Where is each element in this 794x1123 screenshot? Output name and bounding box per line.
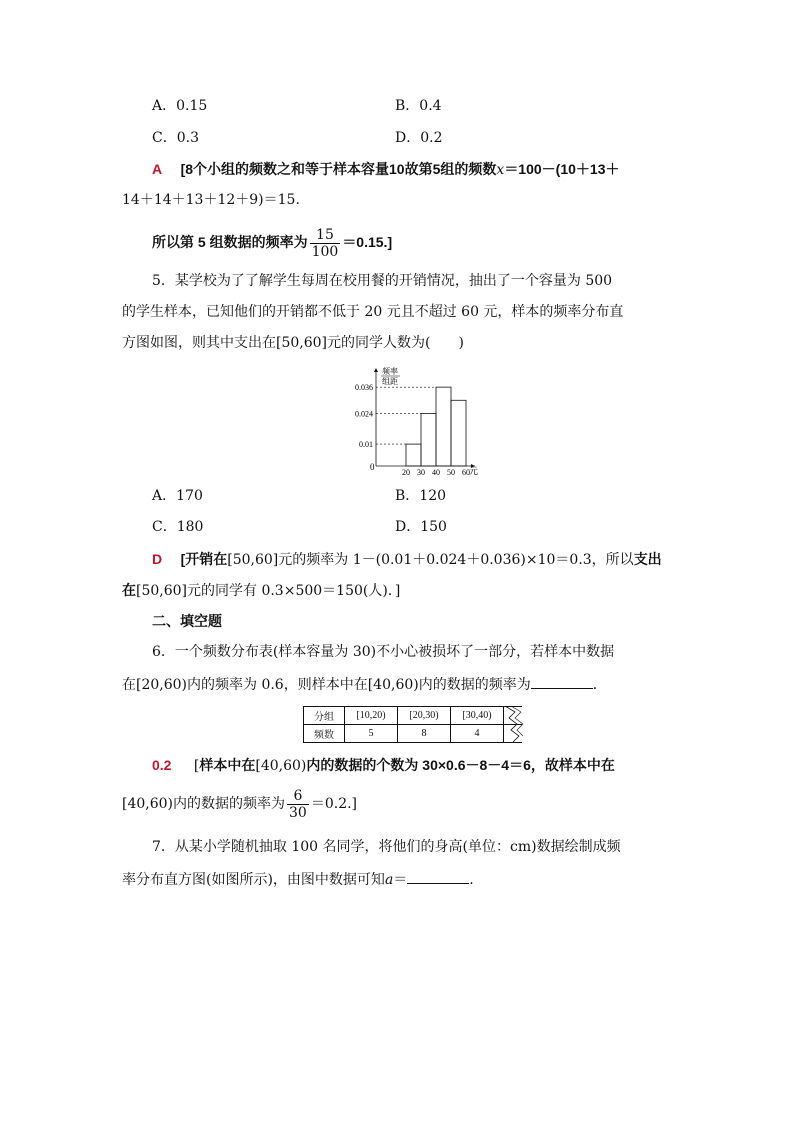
answer-label: A (152, 161, 163, 177)
q5-explanation-line2: 在[50,60]元的同学有 0.3×500＝150(人)．] (122, 582, 401, 599)
x-axis-label: 元 (469, 466, 479, 476)
answer-label: D (152, 551, 163, 567)
y-axis-label-bottom: 组距 (382, 377, 398, 386)
x-tick-label: 40 (432, 468, 440, 477)
q7-line2: 率分布直方图(如图所示)，由图中数据可知a＝ . (122, 869, 474, 890)
histogram-chart (340, 364, 480, 478)
q5-line1: 5．某学校为了了解学生每周在校用餐的开销情况，抽出了一个容量为 500 (152, 273, 613, 289)
table-header: [10,20) (345, 707, 398, 725)
histogram-bar (406, 444, 421, 466)
histogram-bar (436, 387, 451, 466)
q4-explanation-line3: 所以第 5 组数据的频率为 $\frac{15}{100}$ ＝0.15.] (152, 226, 393, 260)
table-header: [30,40) (451, 707, 504, 725)
answer-label: 0.2 (152, 757, 172, 773)
x-tick-label: 20 (402, 468, 410, 477)
y-tick-label: 0.01 (359, 440, 373, 450)
q5-line2: 的学生样本，已知他们的开销都不低于 20 元且不超过 60 元，样本的频率分布直 (122, 304, 624, 320)
table-header: [20,30) (398, 707, 451, 725)
option-b: B．0.4 (395, 98, 442, 114)
x-tick-label: 50 (447, 468, 455, 477)
x-tick-label: 60 (462, 468, 470, 477)
section-title: 二、填空题 (152, 613, 222, 629)
option-d: D．150 (395, 519, 447, 535)
q7-line1: 7．从某小学随机抽取 100 名同学，将他们的身高(单位：cm)数据绘制成频 (152, 839, 621, 855)
q5-line3: 方图如图，则其中支出在[50,60]元的同学人数为( ) (122, 335, 464, 351)
origin-label: 0 (370, 462, 375, 472)
table-cell: 4 (451, 725, 504, 743)
histogram-bar (451, 400, 466, 466)
y-axis-arrow (374, 368, 378, 372)
q6-line2: 在[20,60)内的频率为 0.6，则样本中在[40,60)内的数据的频率为 ． (122, 674, 607, 695)
option-a: A．170 (152, 488, 203, 504)
q4-explanation-line2: 14＋14＋13＋12＋9)＝15. (122, 192, 300, 208)
fraction: $\frac{15}{100}$ (311, 226, 339, 260)
q5-explanation-line1: D [开销在[50,60]元的频率为 1－(0.01＋0.024＋0.036)×10＝0.3，所以支出 (152, 551, 662, 568)
fraction: $\frac{6}{30}$ (289, 787, 307, 821)
y-tick-label: 0.024 (355, 409, 373, 419)
option-c: C．180 (152, 519, 204, 535)
frequency-table (303, 706, 523, 742)
q6-line1: 6．一个频数分布表(样本容量为 30)不小心被损坏了一部分，若样本中数据 (152, 644, 615, 660)
table-cell: 5 (345, 725, 398, 743)
x-tick-label: 30 (417, 468, 425, 477)
y-tick-label: 0.036 (355, 383, 373, 393)
q6-explanation-line2: [40,60)内的数据的频率为 $\frac{6}{30}$ ＝0.2.] (122, 787, 358, 821)
table-cell: 8 (398, 725, 451, 743)
option-d: D．0.2 (395, 130, 443, 146)
option-c: C．0.3 (152, 130, 199, 146)
torn-edge (501, 706, 525, 742)
option-a: A．0.15 (152, 98, 208, 114)
option-b: B．120 (395, 488, 447, 504)
histogram-bar (421, 413, 436, 466)
q4-explanation-line1: A [8个小组的频数之和等于样本容量10故第5组的频数x＝100－(10＋13＋ (152, 161, 620, 178)
answer-blank (407, 869, 469, 884)
table-cell: 频数 (304, 725, 345, 743)
q6-explanation-line1: 0.2 [样本中在[40,60)内的数据的个数为 30×0.6－8－4＝6，故样本中在 (152, 757, 615, 774)
table-header: 分组 (304, 707, 345, 725)
answer-blank (531, 674, 593, 689)
y-axis-label-top: 频率 (382, 367, 398, 376)
